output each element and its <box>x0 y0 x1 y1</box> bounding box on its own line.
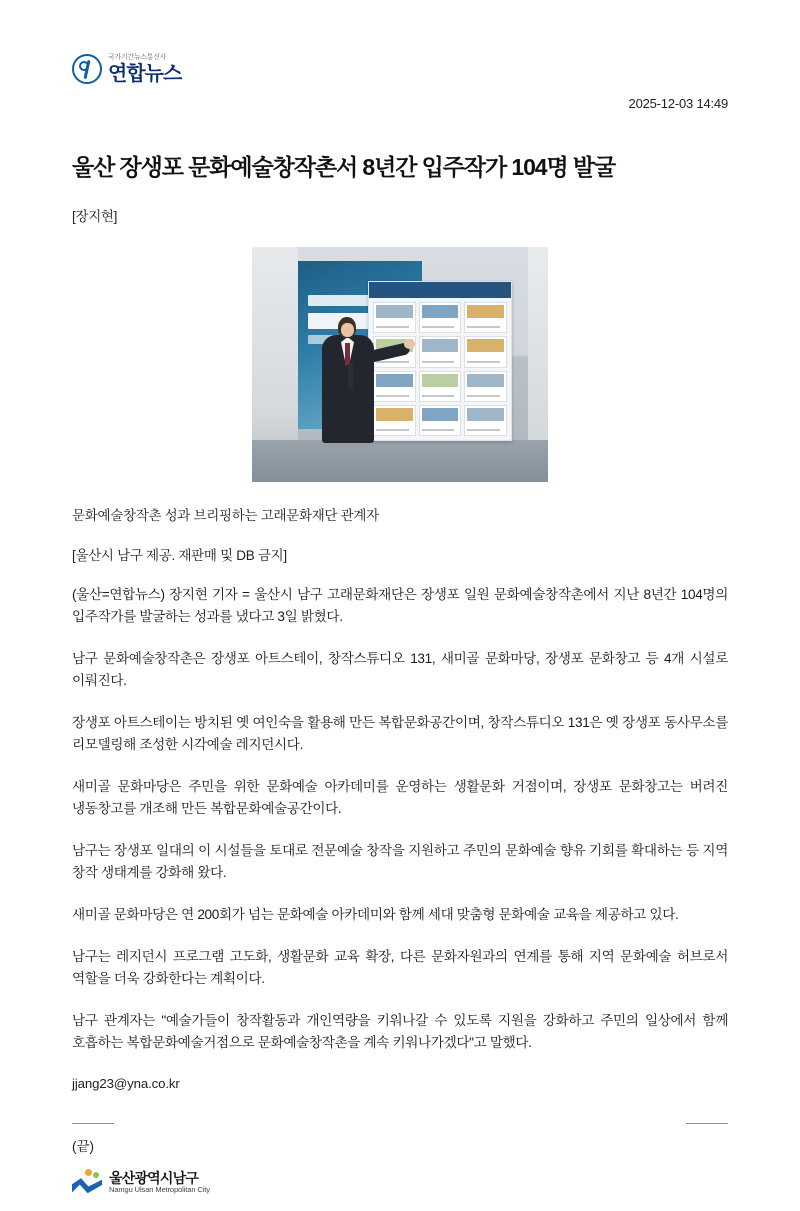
page-title: 울산 장생포 문화예술창작촌서 8년간 입주작가 104명 발굴 <box>72 154 616 180</box>
article-paragraph: 남구 관계자는 "예술가들이 창작활동과 개인역량을 키워나갈 수 있도록 지원을 강화하고 주민의 일상에서 함께 호흡하는 복합문화예술거점으로 문화예술창작촌을 계속 키워나가겠다"고 말했다. <box>72 1013 728 1051</box>
article-photo <box>252 247 548 482</box>
article-paragraph: 남구 문화예술창작촌은 장생포 아트스테이, 창작스튜디오 131, 새미골 문화마당, 장생포 문화창고 등 4개 시설로 이뤄진다. <box>72 651 728 689</box>
article-paragraph: 남구는 장생포 일대의 이 시설들을 토대로 전문예술 창작을 지원하고 주민의 문화예술 향유 기회를 확대하는 등 지역 창작 생태계를 강화해 왔다. <box>72 843 728 881</box>
poster-panel <box>419 336 462 367</box>
poster-panel <box>419 302 462 333</box>
article-paragraph: 남구는 레지던시 프로그램 고도화, 생활문화 교육 확장, 다른 문화자원과의 연계를 통해 지역 문화예술 허브로서 역할을 더욱 강화한다는 계획이다. <box>72 949 728 987</box>
logo-superscript: 국가기간뉴스통신사 <box>108 54 167 61</box>
article-photo-wrap <box>72 247 728 482</box>
footer-logo-text <box>109 1170 210 1195</box>
article-paragraph: 새미골 문화마당은 연 200회가 넘는 문화예술 아카데미와 함께 세대 맞춤형 문화예술 교육을 제공하고 있다. <box>72 907 679 923</box>
article-paragraph: (울산=연합뉴스) 장지현 기자 = 울산시 남구 고래문화재단은 장생포 일원 문화예술창작촌에서 지난 8년간 104명의 입주작가를 발굴하는 성과를 냈다고 3일 밝혔다. <box>72 587 728 625</box>
presenter-face <box>341 323 354 337</box>
article-body <box>72 584 728 1054</box>
namgu-ulsan-logo-icon <box>72 1169 102 1195</box>
namgu-ulsan-logo <box>72 1169 210 1195</box>
poster-panel <box>373 371 416 402</box>
byline: [장지현] <box>72 209 118 225</box>
footer-divider-right <box>686 1123 728 1124</box>
yonhap-news-logo <box>72 54 728 84</box>
article-paragraph: 장생포 아트스테이는 방치된 옛 여인숙을 활용해 만든 복합문화공간이며, 창작스튜디오 131은 옛 장생포 동사무소를 리모델링해 조성한 시각예술 레지던시다. <box>72 715 728 753</box>
presenter-hand <box>404 339 415 349</box>
photo-caption: 문화예술창작촌 성과 브리핑하는 고래문화재단 관계자 <box>72 508 379 524</box>
yonhap-logo-icon <box>72 54 102 84</box>
article-end-mark: (끝) <box>72 1139 95 1155</box>
poster-panel <box>464 371 507 402</box>
publish-timestamp: 2025-12-03 14:49 <box>628 96 728 111</box>
poster-panel <box>464 302 507 333</box>
poster-panel <box>464 405 507 436</box>
poster-panel <box>373 302 416 333</box>
presenter-tie <box>345 343 350 365</box>
poster-panel-grid <box>373 302 507 436</box>
poster-panel <box>419 371 462 402</box>
logo-name: 연합뉴스 <box>108 63 182 85</box>
page-footer <box>72 1115 728 1211</box>
photo-poster-board <box>368 281 512 441</box>
photo-floor <box>252 440 548 482</box>
poster-panel <box>464 336 507 367</box>
footer-org-name-kr: 울산광역시남구 <box>109 1169 199 1186</box>
article-paragraph: 새미골 문화마당은 주민을 위한 문화예술 아카데미를 운영하는 생활문화 거점이며, 장생포 문화창고는 버려진 냉동창고를 개조해 만든 복합문화예술공간이다. <box>72 779 728 817</box>
footer-org-name-en: Namgu Ulsan Metropolitan City <box>109 1185 210 1195</box>
microphone-icon <box>348 363 353 389</box>
page-header <box>72 54 728 126</box>
poster-panel <box>373 405 416 436</box>
poster-board-header <box>369 282 511 298</box>
yonhap-logo-text <box>108 54 181 84</box>
photo-credit-notice: [울산시 남구 제공. 재판매 및 DB 금지] <box>72 548 287 564</box>
poster-panel <box>419 405 462 436</box>
footer-divider-left <box>72 1123 114 1124</box>
reporter-email[interactable]: jjang23@yna.co.kr <box>72 1076 180 1092</box>
